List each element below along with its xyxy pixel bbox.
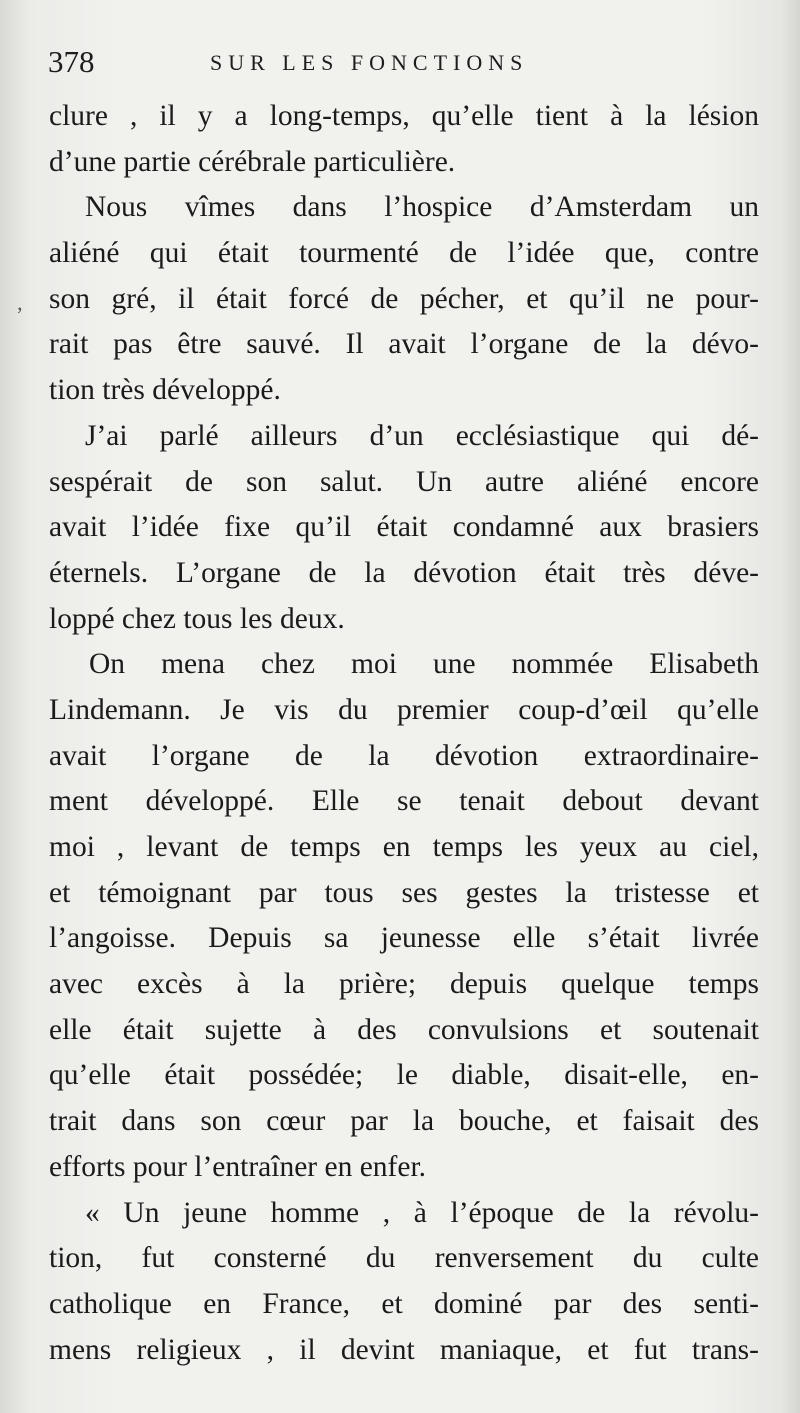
text-line: d’une partie cérébrale particulière. <box>49 145 456 178</box>
text-line: On mena chez moi une nommée Elisabeth <box>89 648 759 681</box>
text-line: J’ai parlé ailleurs d’un ecclésiastique qui dé- <box>85 419 759 452</box>
text-line: clure , il y a long-temps, qu’elle tient à la lésion <box>49 100 759 132</box>
text-line: son gré, il était forcé de pécher, et qu’il ne pour- <box>49 282 759 315</box>
text-line: loppé chez tous les deux. <box>49 602 345 635</box>
text-line: Lindemann. Je vis du premier coup-d’œil qu’elle <box>49 693 759 726</box>
page-header <box>48 42 758 82</box>
text-line: et témoignant par tous ses gestes la tristesse et <box>49 876 759 909</box>
text-line: catholique en France, et dominé par des senti- <box>49 1287 759 1320</box>
text-line: avec excès à la prière; depuis quelque temps <box>49 968 759 1001</box>
text-line: avait l’idée fixe qu’il était condamné aux brasiers <box>49 511 759 544</box>
text-line: tion très développé. <box>49 374 281 407</box>
text-line: rait pas être sauvé. Il avait l’organe de la dévo- <box>49 328 759 361</box>
text-line: efforts pour l’entraîner en enfer. <box>49 1150 427 1183</box>
running-title: SUR LES FONCTIONS <box>210 50 529 75</box>
page-number: 378 <box>48 44 95 79</box>
text-line: ment développé. Elle se tenait debout devant <box>49 785 759 818</box>
text-line: éternels. L’organe de la dévotion était très déve- <box>49 556 759 589</box>
text-line: tion, fut consterné du renversement du culte <box>49 1242 759 1275</box>
text-line: sespérait de son salut. Un autre aliéné encore <box>49 465 759 498</box>
text-line: « Un jeune homme , à l’époque de la révolu- <box>85 1196 759 1229</box>
text-line: Nous vîmes dans l’hospice d’Amsterdam un <box>85 191 759 224</box>
text-line: aliéné qui était tourmenté de l’idée que, contre <box>49 237 759 270</box>
margin-mark: ‚ <box>16 290 24 315</box>
text-line: moi , levant de temps en temps les yeux au ciel, <box>49 831 759 863</box>
text-line: qu’elle était possédée; le diable, disait-elle, en- <box>49 1059 759 1092</box>
text-line: l’angoisse. Depuis sa jeunesse elle s’était livrée <box>49 922 759 955</box>
text-line: mens religieux , il devint maniaque, et fut trans- <box>49 1333 759 1366</box>
text-line: avait l’organe de la dévotion extraordinaire- <box>49 739 759 772</box>
text-line: trait dans son cœur par la bouche, et faisait des <box>49 1105 759 1138</box>
text-line: elle était sujette à des convulsions et soutenait <box>49 1013 759 1046</box>
body-text <box>49 94 759 1373</box>
